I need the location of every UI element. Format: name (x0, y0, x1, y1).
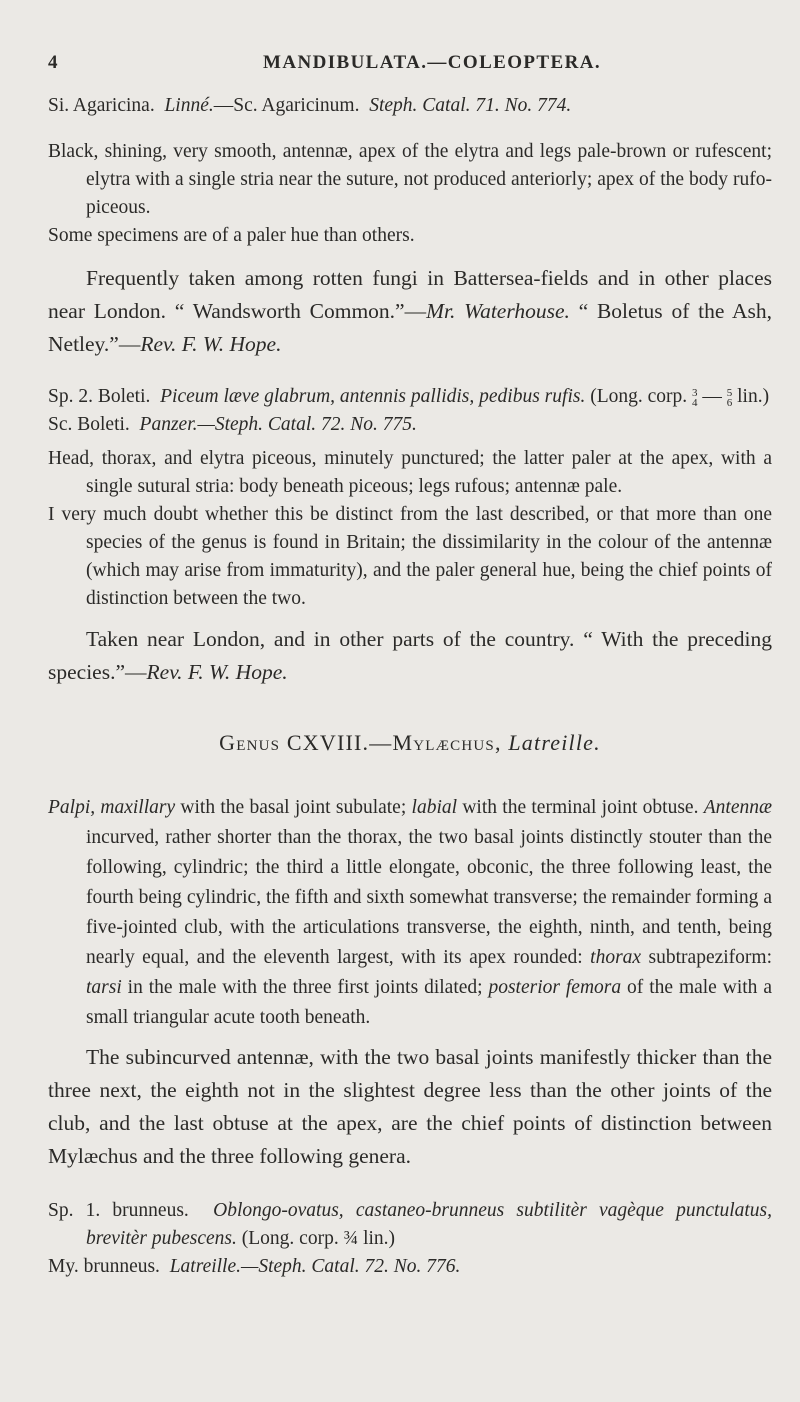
length-open: (Long. corp. (585, 386, 693, 407)
locality-collector: Rev. F. W. Hope. (146, 660, 288, 684)
species-latin-diagnosis: Oblongo-ovatus, castaneo-brunneus subtilitèr vagèque punctulatus, brevitèr pubescens. (86, 1200, 772, 1249)
species-boleti-synonym (48, 411, 772, 439)
catalogue-reference: —Steph. Catal. 72. No. 776. (241, 1256, 461, 1277)
species-boleti-locality (48, 623, 772, 689)
species-agaricina-locality (48, 262, 772, 361)
synonym-author: Latreille. (169, 1256, 242, 1277)
page-body (48, 92, 772, 1281)
species-lead: Sp. 2. Boleti. (48, 386, 151, 407)
catalogue-reference: Steph. Catal. 71. No. 774. (369, 95, 572, 116)
species-latin-diagnosis: Piceum læve glabrum, antennis pallidis, pedibus rufis. (160, 386, 586, 407)
species-boleti-doubt: I very much doubt whether this be distinct from the last described, or that more than one species of the genus is found in Britain; the dissimilarity in the colour of the antennæ (which may arise from immaturity), and the paler general hue, being the chief points of distinction between the two. (48, 504, 772, 609)
species-boleti-description: Head, thorax, and elytra piceous, minutely punctured; the latter paler at the apex, with a single sutural stria: body beneath piceous; legs rufous; antennæ pale. (48, 448, 772, 497)
species-agaricina-note: Some specimens are of a paler hue than others. (48, 225, 415, 246)
locality-collector-2: Rev. F. W. Hope. (140, 332, 282, 356)
species-agaricina-heading (48, 92, 772, 120)
genus-heading (48, 729, 772, 757)
species-boleti-heading (48, 383, 772, 411)
species-lead: Sp. 1. brunneus. (48, 1200, 189, 1221)
genus-label: Genus CXVIII.— (219, 730, 393, 755)
running-head (48, 52, 772, 76)
catalogue-reference: —Steph. Catal. 72. No. 775. (197, 414, 417, 435)
locality-text: Taken near London, and in other parts of the country. “ With the preceding species.”— (48, 627, 772, 684)
synonym-lead: Sc. Boleti. (48, 414, 130, 435)
length-fraction-1: 3 4 (692, 386, 698, 409)
species-brunneus-heading (48, 1197, 772, 1253)
species-agaricina-description: Black, shining, very smooth, antennæ, apex of the elytra and legs pale-brown or rufescent; elytra with a single stria near the suture, not produced anteriorly; apex of the body rufo-piceous. (48, 141, 772, 218)
species-author: Linné. (164, 95, 214, 116)
species-brunneus-synonym (48, 1253, 772, 1281)
genus-author: Latreille. (508, 730, 601, 755)
synonym-author: Panzer. (139, 414, 198, 435)
synonym-lead: My. brunneus. (48, 1256, 160, 1277)
genus-description: Palpi, maxillary with the basal joint subulate; labial with the terminal joint obtuse. Antennæ incurved, rather shorter than the thorax, the two basal joints distinctly stouter than the following, cylindric; the third a little elongate, obconic, the three following least, the fourth being cylindric, the fifth and sixth somewhat transverse; the remainder forming a five-jointed club, with the articulations transverse, the eighth, ninth, and tenth, being nearly equal, and the eleventh largest, with its apex rounded: thorax subtrapeziform: tarsi in the male with the three first joints dilated; posterior femora of the male with a small triangular acute tooth beneath. (48, 797, 772, 1028)
length-fraction-2: 5 6 (726, 386, 733, 409)
page-number: 4 (48, 52, 59, 73)
running-title: MANDIBULATA.—COLEOPTERA. (263, 52, 601, 73)
length-close: lin.) (732, 386, 770, 407)
locality-text-2: “ Boletus of the Ash, Netley.”— (48, 299, 772, 356)
genus-distinction-note: The subincurved antennæ, with the two basal joints manifestly thicker than the three next, the eighth not in the slightest degree less than the other joints of the club, and the last obtuse at the apex, are the chief points of distinction between Mylæchus and the three following genera. (48, 1045, 772, 1168)
locality-collector: Mr. Waterhouse. (426, 299, 570, 323)
length-dash: — (697, 386, 727, 407)
species-synonym: —Sc. Agaricinum. (213, 95, 360, 116)
genus-name: Mylæchus, (392, 730, 502, 755)
locality-text: Frequently taken among rotten fungi in Battersea-fields and in other places near London. “ Wandsworth Common.”— (48, 266, 772, 323)
length: (Long. corp. ¾ lin.) (236, 1228, 396, 1249)
species-lead: Si. Agaricina. (48, 95, 155, 116)
